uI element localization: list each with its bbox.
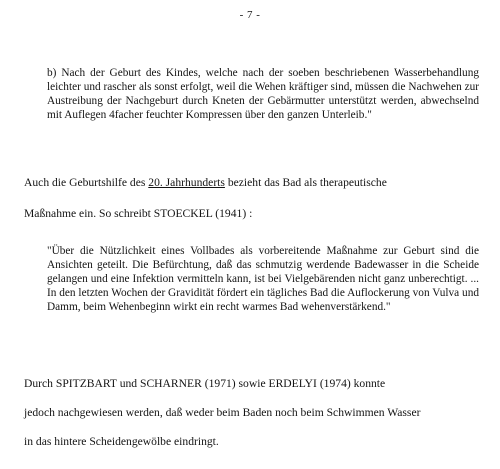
- paragraph-1-text-after: bezieht das Bad als therapeutische: [224, 176, 387, 189]
- paragraph-1-text-before: Auch die Geburtshilfe des: [24, 176, 149, 189]
- paragraph-2-line-2: jedoch nachgewiesen werden, daß weder beim Baden noch beim Schwimmen Wasser: [24, 406, 421, 419]
- paragraph-2-line-1: Durch SPITZBART und SCHARNER (1971) sowie ERDELYI (1974) konnte: [24, 377, 386, 390]
- underlined-century: 20. Jahrhunderts: [148, 176, 225, 189]
- page-number: - 7 -: [239, 9, 261, 21]
- quote-block-stoeckel: "Über die Nützlichkeit eines Vollbades als vorbereitende Maßnahme zur Geburt sind die Ansichten geteilt. Die Befürchtung, daß das schmutzig werdende Badewasser in die Scheide gelangen und eine Infektion vermitteln kann, ist bei Vielgebärenden nicht ganz unberechtigt. ... In den letzten Wochen der Gravidität fördert ein tägliches Bad die Auflockerung von Vulva und Damm, beim Wehenbeginn wirkt ein recht warmes Bad wehenverstärkend.": [47, 245, 479, 313]
- paragraph-1-line-1: [24, 176, 387, 190]
- paragraph-1-line-2: Maßnahme ein. So schreibt STOECKEL (1941) :: [24, 207, 253, 220]
- paragraph-2-line-3: in das hintere Scheidengewölbe eindringt.: [24, 435, 219, 448]
- quote-block-b: b) Nach der Geburt des Kindes, welche nach der soeben beschriebenen Wasserbehandlung leichter und rascher als sonst erfolgt, weil die Wehen kräftiger sind, müssen die Nachwehen zur Austreibung der Nachgeburt durch Kneten der Gebärmutter unterstützt werden, abwechselnd mit Auflegen 4facher feuchter Kompressen über den ganzen Unterleib.": [47, 67, 479, 121]
